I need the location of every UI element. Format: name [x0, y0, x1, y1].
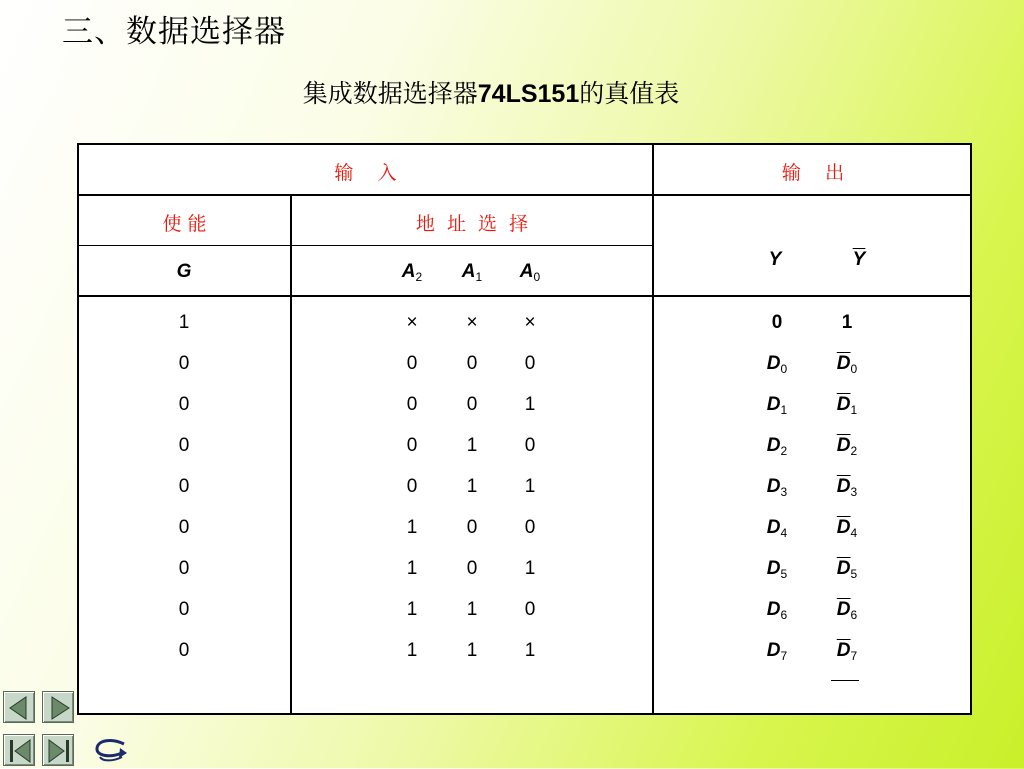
output-header: 输 出	[781, 162, 845, 184]
cell-g: 0	[178, 435, 190, 456]
cell-ybar: $\overline{D}_4$	[836, 517, 858, 540]
cell-a0: 0	[524, 599, 536, 620]
cell-a1: 1	[466, 476, 478, 497]
truth-table	[77, 143, 972, 715]
cell-ybar: $\overline{D}_2$	[836, 435, 858, 458]
cell-g: 1	[178, 312, 190, 333]
cell-a1: 0	[466, 517, 478, 538]
return-icon[interactable]	[92, 736, 128, 764]
caption-suffix: 的真值表	[579, 79, 680, 108]
divider-body	[79, 295, 970, 297]
address-header: 地 址 选 择	[415, 213, 529, 235]
cell-g: 0	[178, 517, 190, 538]
column-g-label: G	[176, 261, 192, 282]
cell-g: 0	[178, 640, 190, 661]
cell-a1: 0	[466, 353, 478, 374]
cell-a0: 1	[524, 558, 536, 579]
cell-a0: 1	[524, 640, 536, 661]
cell-a0: 0	[524, 435, 536, 456]
prev-slide-icon[interactable]	[3, 691, 35, 723]
overline-mark	[831, 680, 859, 681]
cell-a1: 1	[466, 435, 478, 456]
cell-y: $D_3$	[766, 476, 788, 499]
caption-prefix: 集成数据选择器	[302, 79, 478, 108]
first-slide-icon[interactable]	[3, 734, 35, 766]
cell-a1: 1	[466, 640, 478, 661]
cell-a1: 0	[466, 394, 478, 415]
cell-ybar: $\overline{D}_7$	[836, 640, 858, 663]
cell-a0: ×	[524, 312, 536, 333]
cell-a2: 1	[406, 599, 418, 620]
divider-subheader	[79, 245, 652, 246]
cell-g: 0	[178, 558, 190, 579]
divider-enable-address	[290, 196, 292, 713]
cell-a1: 0	[466, 558, 478, 579]
cell-a2: 0	[406, 353, 418, 374]
cell-g: 0	[178, 476, 190, 497]
cell-ybar: $\overline{D}_6$	[836, 599, 858, 622]
cell-a0: 0	[524, 517, 536, 538]
divider-input-output	[652, 145, 654, 713]
next-slide-icon[interactable]	[42, 691, 74, 723]
cell-a2: 1	[406, 558, 418, 579]
cell-a2: ×	[406, 312, 418, 333]
cell-g: 0	[178, 599, 190, 620]
cell-a2: 0	[406, 476, 418, 497]
cell-y: $D_1$	[766, 394, 788, 417]
cell-a1: ×	[466, 312, 478, 333]
column-y-label: Y	[768, 249, 782, 270]
cell-ybar: $\overline{D}_0$	[836, 353, 858, 376]
divider-header	[79, 194, 970, 196]
cell-y: $D_4$	[766, 517, 788, 540]
cell-a2: 1	[406, 517, 418, 538]
cell-a0: 0	[524, 353, 536, 374]
column-a1-label: $A_1$	[461, 261, 483, 284]
cell-a1: 1	[466, 599, 478, 620]
cell-ybar: 1	[841, 312, 853, 333]
cell-a2: 0	[406, 394, 418, 415]
cell-y: $D_2$	[766, 435, 788, 458]
section-title: 三、数据选择器	[62, 14, 286, 50]
enable-header: 使 能	[162, 213, 207, 235]
cell-y: $D_7$	[766, 640, 788, 663]
cell-a0: 1	[524, 476, 536, 497]
caption-model: 74LS151	[477, 80, 580, 108]
cell-a0: 1	[524, 394, 536, 415]
cell-y: $D_6$	[766, 599, 788, 622]
overline-mark	[867, 713, 893, 715]
cell-y: $D_5$	[766, 558, 788, 581]
cell-ybar: $\overline{D}_5$	[836, 558, 858, 581]
cell-ybar: $\overline{D}_3$	[836, 476, 858, 499]
column-a0-label: $A_0$	[519, 261, 541, 284]
cell-y: 0	[771, 312, 783, 333]
input-header: 输 入	[334, 162, 397, 184]
cell-g: 0	[178, 394, 190, 415]
cell-a2: 0	[406, 435, 418, 456]
cell-g: 0	[178, 353, 190, 374]
cell-ybar: $\overline{D}_1$	[836, 394, 858, 417]
column-a2-label: $A_2$	[401, 261, 423, 284]
cell-y: $D_0$	[766, 353, 788, 376]
table-caption	[0, 74, 982, 110]
cell-a2: 1	[406, 640, 418, 661]
column-ybar-label: $\overline{Y}$	[852, 249, 866, 270]
last-slide-icon[interactable]	[42, 734, 74, 766]
